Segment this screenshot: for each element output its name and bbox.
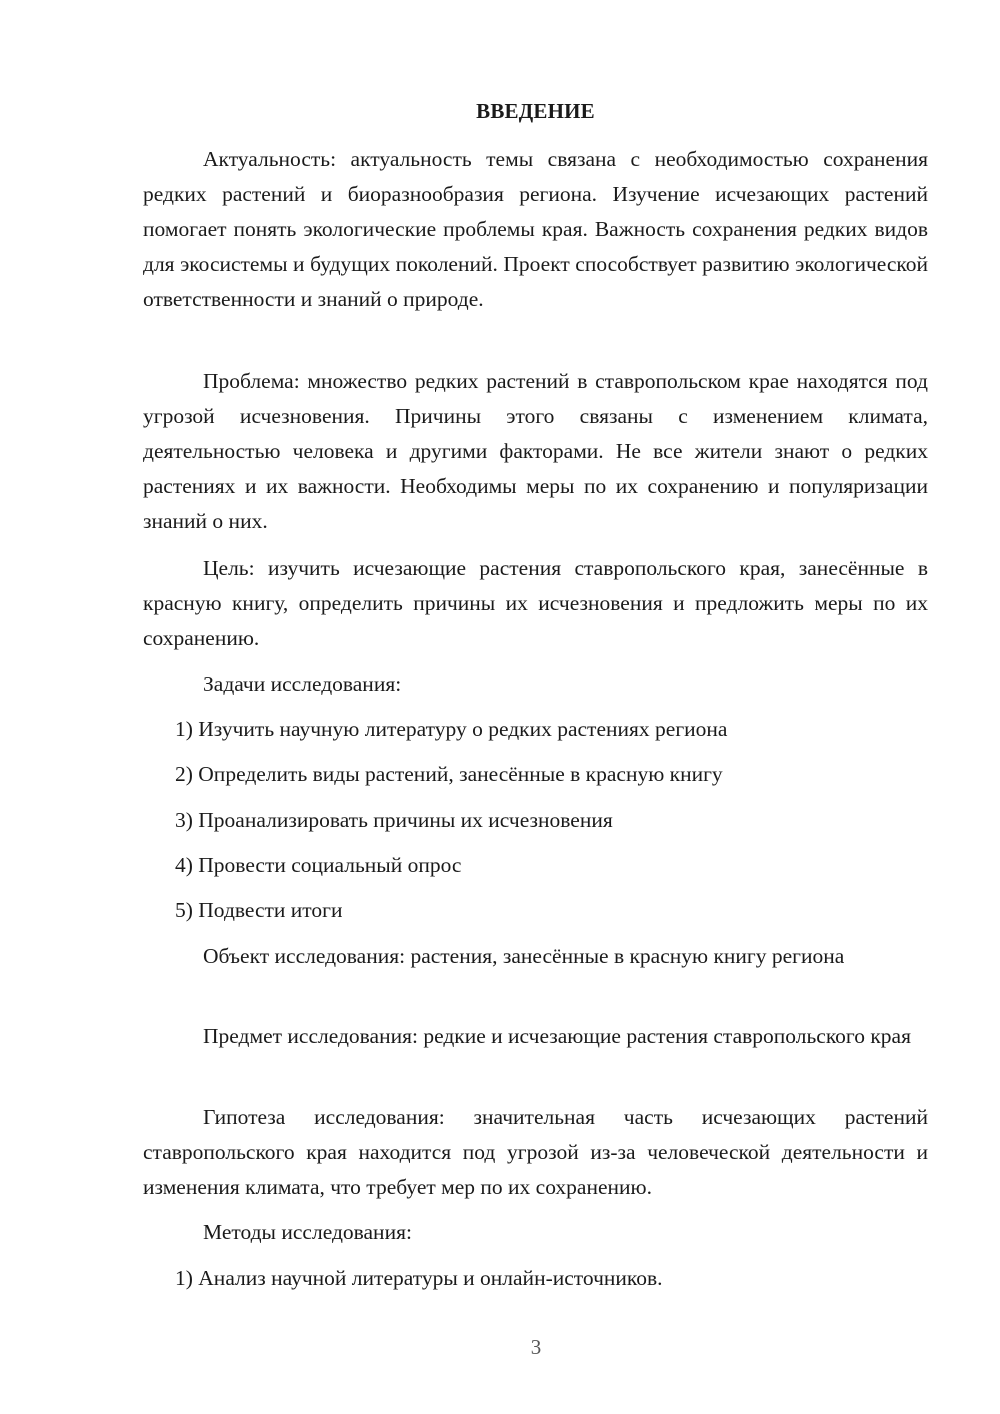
list-item-task-2: 2) Определить виды растений, занесённые в красную книгу	[175, 762, 723, 786]
list-item-task-1: 1) Изучить научную литературу о редких растениях региона	[175, 717, 728, 741]
list-item-task-3: 3) Проанализировать причины их исчезновения	[175, 808, 613, 832]
list-item-method-1: 1) Анализ научной литературы и онлайн-источников.	[175, 1266, 663, 1290]
list-item-task-4: 4) Провести социальный опрос	[175, 853, 462, 877]
paragraph-problem: Проблема: множество редких растений в ставропольском крае находятся под угрозой исчезновения. Причины этого связаны с изменением климата, деятельностью человека и другими факторами. Не все жители знают о редких растениях и их важности. Необходимы меры по их сохранению и популяризации знаний о них.	[143, 369, 928, 533]
tasks-heading: Задачи исследования:	[203, 672, 402, 696]
paragraph-relevance: Актуальность: актуальность темы связана с необходимостью сохранения редких растений и биоразнообразия региона. Изучение исчезающих растений помогает понять экологические проблемы края. Важность сохранения редких видов для экосистемы и будущих поколений. Проект способствует развитию экологической ответственности и знаний о природе.	[143, 147, 928, 311]
paragraph-subject: Предмет исследования: редкие и исчезающие растения ставропольского края	[203, 1024, 911, 1048]
methods-heading: Методы исследования:	[203, 1220, 412, 1244]
paragraph-object: Объект исследования: растения, занесённые в красную книгу региона	[203, 944, 845, 968]
list-item-task-5: 5) Подвести итоги	[175, 898, 343, 922]
page-number: 3	[530, 1335, 542, 1359]
page-title: ВВЕДЕНИЕ	[476, 99, 595, 123]
paragraph-goal: Цель: изучить исчезающие растения ставропольского края, занесённые в красную книгу, определить причины их исчезновения и предложить меры по их сохранению.	[143, 556, 928, 650]
paragraph-hypothesis: Гипотеза исследования: значительная часть исчезающих растений ставропольского края находится под угрозой из-за человеческой деятельности и изменения климата, что требует мер по их сохранению.	[143, 1105, 928, 1199]
